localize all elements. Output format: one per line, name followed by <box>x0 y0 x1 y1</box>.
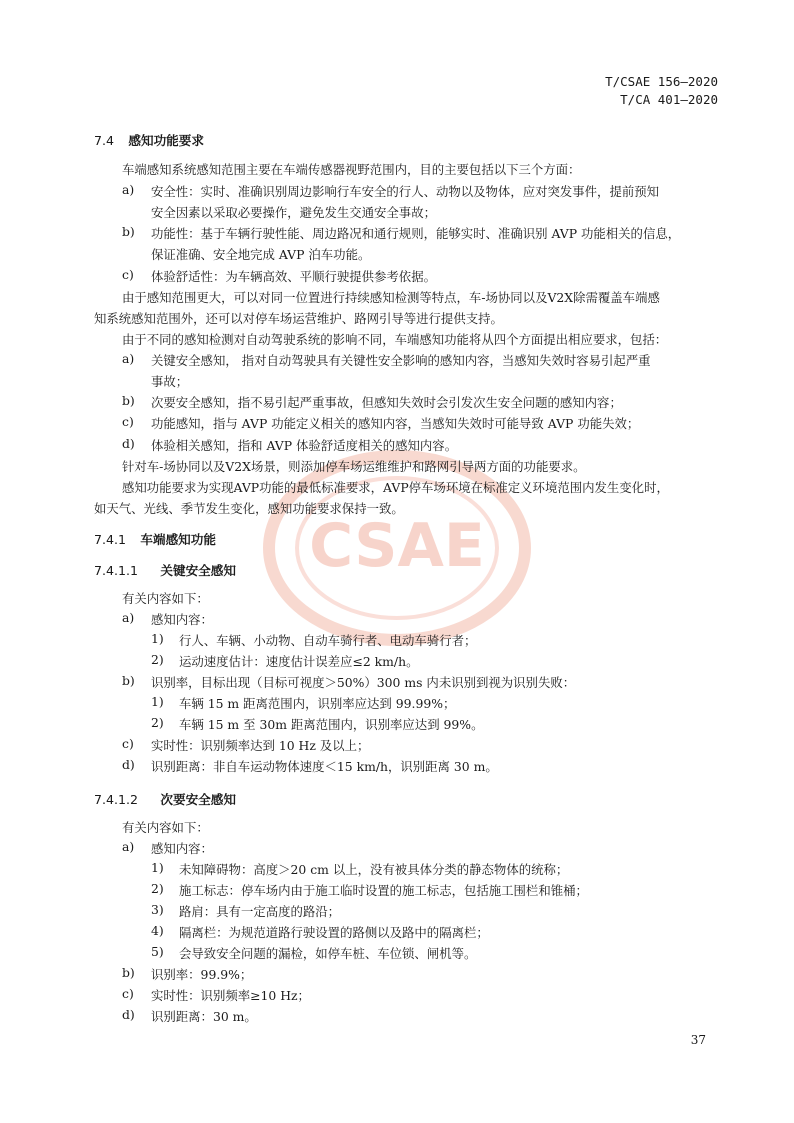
document-header <box>605 73 718 109</box>
sublist-marker: 2) <box>151 715 164 730</box>
list-marker: c) <box>122 267 134 282</box>
sublist-marker: 1) <box>151 631 164 646</box>
sublist-item-text: 施工标志：停车场内由于施工临时设置的施工标志，包括施工围栏和锥桶； <box>179 883 588 898</box>
section-heading-7-4-1-2 <box>94 789 236 808</box>
sublist-item-text: 隔离栏：为规范道路行驶设置的路侧以及路中的隔离栏； <box>179 925 489 940</box>
list-item-text: 识别距离：非自车运动物体速度＜15 km/h，识别距离 30 m。 <box>151 759 498 774</box>
list-marker: a) <box>122 839 135 854</box>
list-marker: a) <box>122 182 135 197</box>
sublist-marker: 4) <box>151 923 164 938</box>
sublist-item-text: 行人、车辆、小动物、自动车骑行者、电动车骑行者； <box>179 633 477 648</box>
list-item-text: 体验舒适性：为车辆高效、平顺行驶提供参考依据。 <box>151 269 436 284</box>
list-item-text: 识别率，目标出现（目标可视度＞50%）300 ms 内未识别到视为识别失败： <box>151 675 576 690</box>
list-item-text: 功能性：基于车辆行驶性能、周边路况和通行规则，能够实时、准确识别 AVP 功能相关的信息， <box>151 226 681 241</box>
list-marker: b) <box>122 393 135 408</box>
watermark-text: CSAE <box>309 511 485 581</box>
sublist-item-text: 运动速度估计：速度估计误差应≤2 km/h。 <box>179 654 419 669</box>
sublist-item-text: 车辆 15 m 至 30m 距离范围内，识别率应达到 99%。 <box>179 717 484 732</box>
sublist-marker: 1) <box>151 694 164 709</box>
paragraph: 有关内容如下： <box>122 820 209 835</box>
section-title: 感知功能要求 <box>128 133 204 148</box>
page-number: 37 <box>690 1033 706 1047</box>
sublist-marker: 2) <box>151 652 164 667</box>
section-heading-7-4-1 <box>94 529 216 548</box>
section-number: 7.4 <box>94 133 115 148</box>
list-item-text: 实时性：识别频率≥10 Hz； <box>151 988 310 1003</box>
list-item-text: 体验相关感知，指和 AVP 体验舒适度相关的感知内容。 <box>151 438 458 453</box>
paragraph: 如天气、光线、季节发生变化，感知功能要求保持一致。 <box>94 501 404 516</box>
section-title: 次要安全感知 <box>160 792 236 807</box>
paragraph: 车端感知系统感知范围主要在车端传感器视野范围内，目的主要包括以下三个方面： <box>122 162 581 177</box>
list-marker: c) <box>122 986 134 1001</box>
list-item-text: 安全性：实时、准确识别周边影响行车安全的行人、动物以及物体，应对突发事件，提前预知 <box>151 184 660 199</box>
list-item-text: 关键安全感知， 指对自动驾驶具有关键性安全影响的感知内容，当感知失效时容易引起严重 <box>151 353 651 368</box>
list-marker: b) <box>122 224 135 239</box>
list-item-text: 感知内容： <box>151 841 213 856</box>
list-marker: c) <box>122 414 134 429</box>
list-marker: d) <box>122 436 135 451</box>
list-marker: c) <box>122 736 134 751</box>
list-item-text: 识别距离：30 m。 <box>151 1009 257 1024</box>
section-heading-7-4-1-1 <box>94 560 236 579</box>
standard-code-2: T/CA 401—2020 <box>620 92 718 107</box>
list-item-text: 事故； <box>151 374 189 389</box>
list-marker: b) <box>122 673 135 688</box>
list-marker: a) <box>122 351 135 366</box>
section-title: 车端感知功能 <box>140 532 216 547</box>
list-item-text: 保证准确、安全地完成 AVP 泊车功能。 <box>151 247 371 262</box>
paragraph: 针对车-场协同以及V2X场景，则添加停车场运维维护和路网引导两方面的功能要求。 <box>122 459 586 474</box>
list-item-text: 安全因素以采取必要操作，避免发生交通安全事故； <box>151 205 436 220</box>
list-marker: d) <box>122 757 135 772</box>
sublist-marker: 1) <box>151 860 164 875</box>
sublist-item-text: 车辆 15 m 距离范围内，识别率应达到 99.99%； <box>179 696 456 711</box>
list-marker: d) <box>122 1007 135 1022</box>
sublist-marker: 3) <box>151 902 164 917</box>
paragraph: 由于感知范围更大，可以对同一位置进行持续感知检测等特点，车-场协同以及V2X除需覆盖车端感 <box>122 290 660 305</box>
section-title: 关键安全感知 <box>160 563 236 578</box>
list-item-text: 识别率：99.9%； <box>151 967 253 982</box>
section-number: 7.4.1.2 <box>94 792 139 807</box>
paragraph: 由于不同的感知检测对自动驾驶系统的影响不同，车端感知功能将从四个方面提出相应要求，包括： <box>122 332 668 347</box>
section-number: 7.4.1.1 <box>94 563 139 578</box>
paragraph: 有关内容如下： <box>122 591 209 606</box>
list-item-text: 实时性：识别频率达到 10 Hz 及以上； <box>151 738 370 753</box>
paragraph: 感知功能要求为实现AVP功能的最低标准要求，AVP停车场环境在标准定义环境范围内发生变化时， <box>122 480 669 495</box>
sublist-item-text: 会导致安全问题的漏检，如停车桩、车位锁、闸机等。 <box>179 946 477 961</box>
standard-code-1: T/CSAE 156—2020 <box>605 74 718 89</box>
list-item-text: 次要安全感知，指不易引起严重事故，但感知失效时会引发次生安全问题的感知内容； <box>151 395 622 410</box>
paragraph: 知系统感知范围外，还可以对停车场运营维护、路网引导等进行提供支持。 <box>94 311 503 326</box>
sublist-marker: 5) <box>151 944 164 959</box>
sublist-marker: 2) <box>151 881 164 896</box>
section-number: 7.4.1 <box>94 532 127 547</box>
list-marker: b) <box>122 965 135 980</box>
sublist-item-text: 未知障碍物：高度＞20 cm 以上，没有被具体分类的静态物体的统称； <box>179 862 569 877</box>
section-heading-7-4 <box>94 130 204 149</box>
list-marker: a) <box>122 610 135 625</box>
list-item-text: 功能感知，指与 AVP 功能定义相关的感知内容，当感知失效时可能导致 AVP 功能失效； <box>151 416 640 431</box>
list-item-text: 感知内容： <box>151 612 213 627</box>
sublist-item-text: 路肩：具有一定高度的路沿； <box>179 904 341 919</box>
